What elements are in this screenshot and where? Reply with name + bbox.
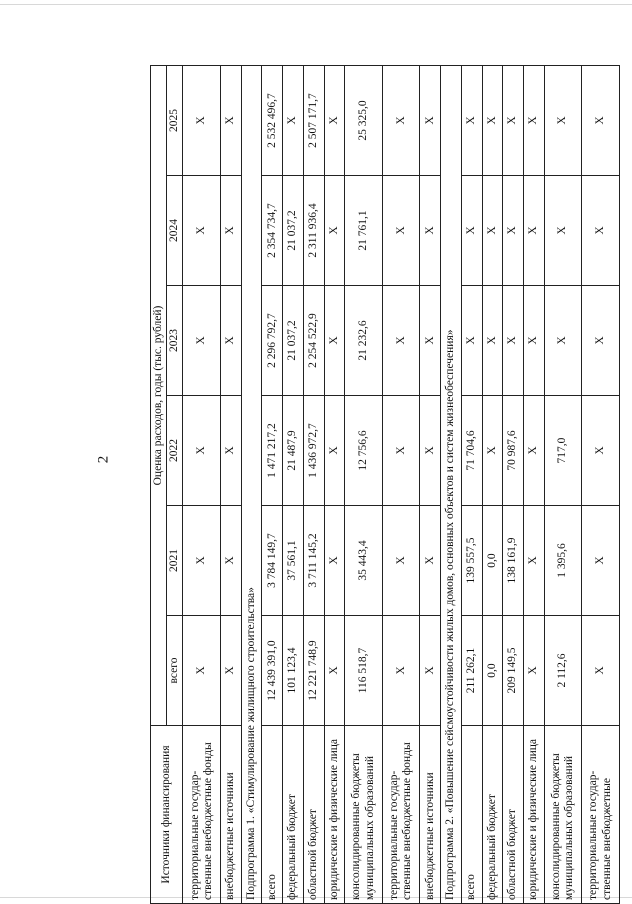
source-label: федеральный бюджет	[283, 726, 304, 904]
source-label: консолидированные бюджеты муниципальных образований	[345, 726, 383, 904]
value-cell: X	[324, 396, 345, 506]
value-cell: 12 221 748,9	[303, 616, 324, 726]
value-cell: X	[482, 396, 503, 506]
value-cell: X	[221, 616, 242, 726]
value-cell: X	[382, 176, 420, 286]
value-cell: 0,0	[482, 616, 503, 726]
value-cell: X	[283, 65, 304, 175]
value-cell: X	[382, 396, 420, 506]
source-label: всего	[461, 726, 482, 904]
value-cell: 1 395,6	[544, 506, 582, 616]
value-cell: X	[221, 506, 242, 616]
value-cell: X	[324, 506, 345, 616]
value-cell: X	[523, 396, 544, 506]
value-cell: X	[382, 286, 420, 396]
value-cell: 2 532 496,7	[262, 65, 283, 175]
section-row	[241, 65, 262, 903]
value-cell: X	[582, 506, 620, 616]
table-row	[420, 65, 441, 903]
value-cell: 116 518,7	[345, 616, 383, 726]
value-cell: 101 123,4	[283, 616, 304, 726]
section-title: Подпрограмма 2. «Повышение сейсмоустойчивости жилых домов, основных объектов и систем жизнеобеспечения»	[441, 65, 462, 903]
value-cell: X	[420, 506, 441, 616]
table-row	[324, 65, 345, 903]
source-label: консолидированные бюджеты муниципальных образований	[544, 726, 582, 904]
value-cell: X	[221, 396, 242, 506]
value-cell: 21 761,1	[345, 176, 383, 286]
value-cell: X	[544, 176, 582, 286]
source-label: юридические и физические лица	[523, 726, 544, 904]
value-cell: X	[582, 286, 620, 396]
value-cell: 12 756,6	[345, 396, 383, 506]
value-cell: 2 296 792,7	[262, 286, 283, 396]
value-cell: X	[523, 286, 544, 396]
value-cell: X	[503, 65, 524, 175]
year-header: всего	[167, 616, 183, 726]
year-header: 2024	[167, 176, 183, 286]
value-cell: X	[523, 506, 544, 616]
value-cell: 35 443,4	[345, 506, 383, 616]
value-cell: X	[420, 286, 441, 396]
value-cell: X	[221, 176, 242, 286]
value-cell: X	[420, 616, 441, 726]
value-cell: 1 471 217,2	[262, 396, 283, 506]
table-row	[303, 65, 324, 903]
value-cell: X	[523, 176, 544, 286]
table-row	[345, 65, 383, 903]
value-cell: X	[523, 616, 544, 726]
table-row	[582, 65, 620, 903]
source-label: всего	[262, 726, 283, 904]
header-row-1	[151, 65, 167, 903]
value-cell: X	[183, 616, 221, 726]
value-cell: X	[324, 616, 345, 726]
value-cell: X	[461, 286, 482, 396]
value-cell: X	[183, 286, 221, 396]
value-cell: 25 325,0	[345, 65, 383, 175]
financing-table	[150, 65, 620, 904]
source-label: территориальные государ-ственные внебюджетные фонды	[382, 726, 420, 904]
value-cell: X	[382, 506, 420, 616]
table-row	[221, 65, 242, 903]
source-label: территориальные государ-ственные внебюджетные	[582, 726, 620, 904]
value-cell: X	[183, 396, 221, 506]
table-row	[523, 65, 544, 903]
value-cell: X	[183, 506, 221, 616]
value-cell: X	[221, 286, 242, 396]
table-body	[183, 65, 620, 903]
value-cell: X	[482, 286, 503, 396]
table-row	[544, 65, 582, 903]
value-cell: X	[324, 65, 345, 175]
value-cell: X	[183, 176, 221, 286]
value-cell: 70 987,6	[503, 396, 524, 506]
value-cell: X	[482, 176, 503, 286]
source-label: внебюджетные источники	[420, 726, 441, 904]
source-column-header: Источники финансирования	[151, 726, 183, 904]
value-cell: 2 112,6	[544, 616, 582, 726]
value-cell: 139 557,5	[461, 506, 482, 616]
source-label: внебюджетные источники	[221, 726, 242, 904]
rotated-table-sheet	[150, 66, 620, 904]
value-cell: X	[582, 616, 620, 726]
value-cell: 717,0	[544, 396, 582, 506]
table-row	[262, 65, 283, 903]
value-cell: 12 439 391,0	[262, 616, 283, 726]
value-cell: X	[420, 65, 441, 175]
value-cell: X	[324, 286, 345, 396]
value-cell: X	[544, 65, 582, 175]
value-cell: 138 161,9	[503, 506, 524, 616]
value-cell: 21 232,6	[345, 286, 383, 396]
value-cell: X	[221, 65, 242, 175]
value-cell: 2 311 936,4	[303, 176, 324, 286]
value-cell: 71 704,6	[461, 396, 482, 506]
value-cell: X	[420, 396, 441, 506]
value-cell: 209 149,5	[503, 616, 524, 726]
value-cell: 21 037,2	[283, 176, 304, 286]
value-cell: 21 487,9	[283, 396, 304, 506]
source-label: территориальные государ-ственные внебюджетные фонды	[183, 726, 221, 904]
value-cell: X	[582, 65, 620, 175]
page-number: 2	[95, 455, 112, 464]
section-row	[441, 65, 462, 903]
value-cell: X	[503, 176, 524, 286]
value-cell: X	[523, 65, 544, 175]
table-row	[461, 65, 482, 903]
value-cell: 0,0	[482, 506, 503, 616]
value-cell: 3 711 145,2	[303, 506, 324, 616]
value-cell: 1 436 972,7	[303, 396, 324, 506]
source-label: областной бюджет	[503, 726, 524, 904]
section-title: Подпрограмма 1. «Стимулирование жилищного строительства»	[241, 65, 262, 903]
value-cell: X	[382, 616, 420, 726]
table-row	[382, 65, 420, 903]
table-row	[183, 65, 221, 903]
year-header: 2021	[167, 506, 183, 616]
value-cell: X	[324, 176, 345, 286]
value-cell: X	[544, 286, 582, 396]
value-cell: X	[503, 286, 524, 396]
value-cell: X	[461, 65, 482, 175]
value-cell: X	[420, 176, 441, 286]
value-cell: X	[183, 65, 221, 175]
value-cell: X	[382, 65, 420, 175]
value-cell: 37 561,1	[283, 506, 304, 616]
table-row	[503, 65, 524, 903]
value-cell: X	[582, 176, 620, 286]
estimate-title: Оценка расходов, годы (тыс. рублей)	[151, 65, 167, 725]
value-cell: 3 784 149,7	[262, 506, 283, 616]
value-cell: 21 037,2	[283, 286, 304, 396]
year-header: 2025	[167, 65, 183, 175]
value-cell: 211 262,1	[461, 616, 482, 726]
value-cell: X	[482, 65, 503, 175]
year-header: 2022	[167, 396, 183, 506]
source-label: областной бюджет	[303, 726, 324, 904]
table-row	[283, 65, 304, 903]
table-row	[482, 65, 503, 903]
value-cell: 2 507 171,7	[303, 65, 324, 175]
source-label: юридические и физические лица	[324, 726, 345, 904]
source-label: федеральный бюджет	[482, 726, 503, 904]
year-header: 2023	[167, 286, 183, 396]
scan-edge-top	[0, 4, 632, 5]
value-cell: X	[582, 396, 620, 506]
value-cell: X	[461, 176, 482, 286]
value-cell: 2 254 522,9	[303, 286, 324, 396]
value-cell: 2 354 734,7	[262, 176, 283, 286]
